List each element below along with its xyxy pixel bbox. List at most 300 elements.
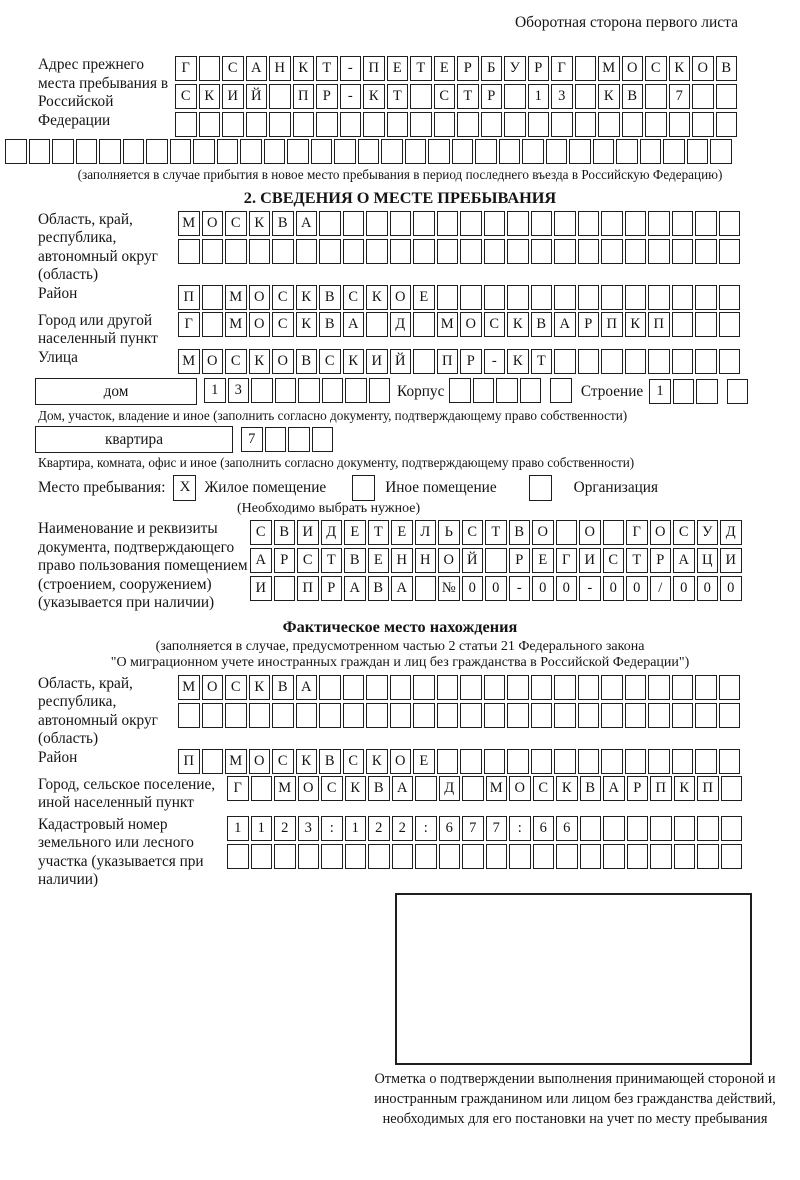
char-cell[interactable] [522, 139, 544, 164]
char-cell[interactable] [719, 675, 741, 700]
char-cell[interactable] [123, 139, 145, 164]
char-cell[interactable]: П [178, 749, 200, 774]
char-cell[interactable] [697, 816, 719, 841]
char-cell[interactable] [484, 703, 506, 728]
char-cell[interactable] [316, 112, 338, 137]
char-cell[interactable] [319, 211, 341, 236]
char-cell[interactable] [462, 844, 484, 869]
char-cell[interactable]: 1 [204, 378, 226, 403]
char-cell[interactable]: : [321, 816, 343, 841]
char-cell[interactable] [363, 112, 385, 137]
char-cell[interactable]: 0 [720, 576, 742, 601]
char-cell[interactable] [434, 112, 456, 137]
char-cell[interactable] [225, 239, 247, 264]
char-cell[interactable] [178, 239, 200, 264]
char-cell[interactable] [625, 285, 647, 310]
char-cell[interactable] [311, 139, 333, 164]
char-cell[interactable] [531, 285, 553, 310]
char-cell[interactable]: - [340, 56, 362, 81]
char-cell[interactable]: П [178, 285, 200, 310]
char-cell[interactable] [578, 349, 600, 374]
char-cell[interactable] [695, 211, 717, 236]
char-cell[interactable] [578, 285, 600, 310]
char-cell[interactable]: Р [481, 84, 503, 109]
char-cell[interactable] [146, 139, 168, 164]
char-cell[interactable] [625, 703, 647, 728]
char-cell[interactable]: О [438, 548, 460, 573]
char-cell[interactable]: 2 [274, 816, 296, 841]
char-cell[interactable]: А [296, 211, 318, 236]
char-cell[interactable]: 3 [551, 84, 573, 109]
char-cell[interactable]: М [486, 776, 508, 801]
char-cell[interactable] [533, 844, 555, 869]
char-cell[interactable]: Е [434, 56, 456, 81]
char-cell[interactable] [462, 776, 484, 801]
char-cell[interactable]: - [484, 349, 506, 374]
char-cell[interactable]: : [509, 816, 531, 841]
char-cell[interactable]: А [344, 576, 366, 601]
char-cell[interactable]: № [438, 576, 460, 601]
char-cell[interactable] [507, 703, 529, 728]
char-cell[interactable]: К [249, 349, 271, 374]
char-cell[interactable] [405, 139, 427, 164]
char-cell[interactable]: В [716, 56, 738, 81]
char-cell[interactable]: А [554, 312, 576, 337]
char-cell[interactable]: И [250, 576, 272, 601]
char-cell[interactable]: 6 [556, 816, 578, 841]
char-cell[interactable] [569, 139, 591, 164]
char-cell[interactable] [460, 703, 482, 728]
char-cell[interactable]: Д [720, 520, 742, 545]
char-cell[interactable]: Т [626, 548, 648, 573]
char-cell[interactable] [460, 285, 482, 310]
char-cell[interactable] [193, 139, 215, 164]
char-cell[interactable] [298, 844, 320, 869]
char-cell[interactable] [437, 239, 459, 264]
char-cell[interactable] [428, 139, 450, 164]
char-cell[interactable]: Й [246, 84, 268, 109]
char-cell[interactable]: С [225, 211, 247, 236]
char-cell[interactable]: М [178, 675, 200, 700]
char-cell[interactable]: О [509, 776, 531, 801]
char-cell[interactable] [293, 112, 315, 137]
char-cell[interactable]: Б [481, 56, 503, 81]
char-cell[interactable] [499, 139, 521, 164]
char-cell[interactable] [554, 285, 576, 310]
char-cell[interactable]: Г [551, 56, 573, 81]
char-cell[interactable] [296, 703, 318, 728]
char-cell[interactable] [673, 379, 695, 404]
char-cell[interactable]: 6 [439, 816, 461, 841]
char-cell[interactable]: К [669, 56, 691, 81]
char-cell[interactable] [672, 703, 694, 728]
char-cell[interactable] [550, 378, 572, 403]
char-cell[interactable] [578, 703, 600, 728]
char-cell[interactable] [486, 844, 508, 869]
char-cell[interactable]: 1 [251, 816, 273, 841]
char-cell[interactable]: 2 [368, 816, 390, 841]
char-cell[interactable]: К [366, 749, 388, 774]
char-cell[interactable]: О [249, 312, 271, 337]
char-cell[interactable] [719, 703, 741, 728]
char-cell[interactable] [249, 239, 271, 264]
char-cell[interactable] [485, 548, 507, 573]
char-cell[interactable] [366, 703, 388, 728]
char-cell[interactable] [381, 139, 403, 164]
char-cell[interactable] [484, 211, 506, 236]
char-cell[interactable]: А [246, 56, 268, 81]
char-cell[interactable]: / [650, 576, 672, 601]
char-cell[interactable]: Р [316, 84, 338, 109]
char-cell[interactable] [578, 675, 600, 700]
char-cell[interactable]: А [250, 548, 272, 573]
char-cell[interactable] [507, 749, 529, 774]
char-cell[interactable] [721, 816, 743, 841]
char-cell[interactable] [199, 56, 221, 81]
char-cell[interactable]: О [202, 349, 224, 374]
char-cell[interactable] [603, 520, 625, 545]
char-cell[interactable]: О [650, 520, 672, 545]
char-cell[interactable] [264, 139, 286, 164]
char-cell[interactable] [710, 139, 732, 164]
char-cell[interactable] [298, 378, 320, 403]
char-cell[interactable] [575, 84, 597, 109]
char-cell[interactable] [603, 844, 625, 869]
char-cell[interactable] [178, 703, 200, 728]
char-cell[interactable] [672, 349, 694, 374]
char-cell[interactable] [390, 703, 412, 728]
char-cell[interactable] [460, 211, 482, 236]
char-cell[interactable] [269, 112, 291, 137]
char-cell[interactable]: Й [390, 349, 412, 374]
char-cell[interactable] [202, 239, 224, 264]
stay-type-checkbox-other[interactable] [352, 475, 375, 501]
char-cell[interactable] [269, 84, 291, 109]
char-cell[interactable] [696, 379, 718, 404]
char-cell[interactable]: П [437, 349, 459, 374]
char-cell[interactable] [437, 749, 459, 774]
char-cell[interactable]: А [673, 548, 695, 573]
char-cell[interactable]: П [363, 56, 385, 81]
char-cell[interactable]: Л [415, 520, 437, 545]
char-cell[interactable] [251, 378, 273, 403]
char-cell[interactable]: К [625, 312, 647, 337]
char-cell[interactable]: О [249, 749, 271, 774]
char-cell[interactable]: Г [175, 56, 197, 81]
char-cell[interactable] [645, 84, 667, 109]
char-cell[interactable]: О [272, 349, 294, 374]
char-cell[interactable]: К [366, 285, 388, 310]
char-cell[interactable]: К [296, 285, 318, 310]
char-cell[interactable]: 6 [533, 816, 555, 841]
char-cell[interactable] [578, 749, 600, 774]
char-cell[interactable] [413, 312, 435, 337]
char-cell[interactable] [322, 378, 344, 403]
char-cell[interactable] [719, 749, 741, 774]
stay-type-checkbox-organization[interactable] [529, 475, 552, 501]
char-cell[interactable] [319, 675, 341, 700]
char-cell[interactable]: Р [457, 56, 479, 81]
char-cell[interactable]: С [321, 776, 343, 801]
char-cell[interactable]: А [391, 576, 413, 601]
char-cell[interactable] [625, 675, 647, 700]
char-cell[interactable]: 3 [298, 816, 320, 841]
char-cell[interactable]: Н [391, 548, 413, 573]
char-cell[interactable]: Е [532, 548, 554, 573]
char-cell[interactable] [227, 844, 249, 869]
char-cell[interactable]: О [249, 285, 271, 310]
char-cell[interactable]: Е [387, 56, 409, 81]
char-cell[interactable]: С [225, 349, 247, 374]
char-cell[interactable] [716, 84, 738, 109]
char-cell[interactable] [531, 239, 553, 264]
char-cell[interactable]: К [598, 84, 620, 109]
char-cell[interactable]: М [178, 349, 200, 374]
char-cell[interactable] [437, 703, 459, 728]
char-cell[interactable]: К [674, 776, 696, 801]
char-cell[interactable] [319, 239, 341, 264]
char-cell[interactable] [580, 844, 602, 869]
char-cell[interactable] [413, 211, 435, 236]
char-cell[interactable] [437, 675, 459, 700]
char-cell[interactable] [484, 749, 506, 774]
char-cell[interactable]: Г [556, 548, 578, 573]
char-cell[interactable]: К [296, 312, 318, 337]
char-cell[interactable]: Е [413, 749, 435, 774]
char-cell[interactable] [719, 211, 741, 236]
char-cell[interactable] [648, 349, 670, 374]
char-cell[interactable]: 7 [241, 427, 263, 452]
char-cell[interactable] [625, 239, 647, 264]
char-cell[interactable] [672, 675, 694, 700]
char-cell[interactable]: 7 [669, 84, 691, 109]
char-cell[interactable]: С [603, 548, 625, 573]
char-cell[interactable] [674, 844, 696, 869]
char-cell[interactable]: О [532, 520, 554, 545]
char-cell[interactable]: И [222, 84, 244, 109]
char-cell[interactable]: К [199, 84, 221, 109]
char-cell[interactable]: 1 [227, 816, 249, 841]
char-cell[interactable]: К [556, 776, 578, 801]
char-cell[interactable]: В [272, 675, 294, 700]
char-cell[interactable] [554, 749, 576, 774]
char-cell[interactable]: В [368, 776, 390, 801]
char-cell[interactable]: О [692, 56, 714, 81]
char-cell[interactable] [343, 675, 365, 700]
char-cell[interactable] [410, 112, 432, 137]
char-cell[interactable]: С [434, 84, 456, 109]
char-cell[interactable] [312, 427, 334, 452]
char-cell[interactable] [274, 576, 296, 601]
char-cell[interactable] [531, 675, 553, 700]
char-cell[interactable] [390, 675, 412, 700]
char-cell[interactable]: Е [413, 285, 435, 310]
char-cell[interactable] [520, 378, 542, 403]
char-cell[interactable]: 0 [532, 576, 554, 601]
char-cell[interactable] [551, 112, 573, 137]
char-cell[interactable] [719, 239, 741, 264]
char-cell[interactable] [719, 349, 741, 374]
char-cell[interactable]: Т [410, 56, 432, 81]
char-cell[interactable] [272, 703, 294, 728]
char-cell[interactable]: Ц [697, 548, 719, 573]
char-cell[interactable]: С [484, 312, 506, 337]
char-cell[interactable]: 0 [462, 576, 484, 601]
char-cell[interactable]: Р [460, 349, 482, 374]
char-cell[interactable] [76, 139, 98, 164]
stay-type-checkbox-residential[interactable]: X [173, 475, 196, 501]
char-cell[interactable]: П [648, 312, 670, 337]
char-cell[interactable]: Т [457, 84, 479, 109]
char-cell[interactable] [695, 675, 717, 700]
char-cell[interactable] [202, 703, 224, 728]
char-cell[interactable]: П [650, 776, 672, 801]
char-cell[interactable]: Т [387, 84, 409, 109]
char-cell[interactable]: 0 [485, 576, 507, 601]
char-cell[interactable] [507, 239, 529, 264]
char-cell[interactable] [556, 520, 578, 545]
char-cell[interactable] [410, 84, 432, 109]
char-cell[interactable]: О [390, 749, 412, 774]
char-cell[interactable] [251, 776, 273, 801]
char-cell[interactable]: 0 [603, 576, 625, 601]
char-cell[interactable] [575, 56, 597, 81]
char-cell[interactable] [345, 378, 367, 403]
char-cell[interactable] [439, 844, 461, 869]
char-cell[interactable] [645, 112, 667, 137]
char-cell[interactable] [481, 112, 503, 137]
char-cell[interactable] [669, 112, 691, 137]
char-cell[interactable] [343, 703, 365, 728]
char-cell[interactable]: С [343, 285, 365, 310]
char-cell[interactable] [452, 139, 474, 164]
char-cell[interactable] [692, 112, 714, 137]
char-cell[interactable]: А [296, 675, 318, 700]
char-cell[interactable] [554, 703, 576, 728]
char-cell[interactable] [554, 675, 576, 700]
char-cell[interactable] [554, 349, 576, 374]
char-cell[interactable]: В [319, 285, 341, 310]
char-cell[interactable] [695, 349, 717, 374]
char-cell[interactable] [648, 675, 670, 700]
char-cell[interactable]: 0 [626, 576, 648, 601]
char-cell[interactable]: О [202, 675, 224, 700]
char-cell[interactable] [601, 675, 623, 700]
char-cell[interactable] [593, 139, 615, 164]
char-cell[interactable] [199, 112, 221, 137]
char-cell[interactable] [663, 139, 685, 164]
char-cell[interactable] [473, 378, 495, 403]
char-cell[interactable] [368, 844, 390, 869]
char-cell[interactable]: Т [531, 349, 553, 374]
char-cell[interactable] [287, 139, 309, 164]
char-cell[interactable] [387, 112, 409, 137]
char-cell[interactable] [321, 844, 343, 869]
char-cell[interactable]: К [249, 675, 271, 700]
char-cell[interactable]: Н [415, 548, 437, 573]
char-cell[interactable] [531, 211, 553, 236]
char-cell[interactable] [296, 239, 318, 264]
char-cell[interactable] [556, 844, 578, 869]
char-cell[interactable] [719, 312, 741, 337]
char-cell[interactable]: С [225, 675, 247, 700]
char-cell[interactable]: П [601, 312, 623, 337]
char-cell[interactable] [457, 112, 479, 137]
char-cell[interactable] [275, 378, 297, 403]
char-cell[interactable] [413, 239, 435, 264]
char-cell[interactable]: В [368, 576, 390, 601]
char-cell[interactable] [369, 378, 391, 403]
char-cell[interactable]: К [363, 84, 385, 109]
char-cell[interactable]: К [345, 776, 367, 801]
char-cell[interactable] [240, 139, 262, 164]
char-cell[interactable] [5, 139, 27, 164]
char-cell[interactable]: Т [321, 548, 343, 573]
char-cell[interactable]: П [297, 576, 319, 601]
char-cell[interactable] [390, 239, 412, 264]
char-cell[interactable]: М [437, 312, 459, 337]
char-cell[interactable]: С [462, 520, 484, 545]
char-cell[interactable]: С [272, 312, 294, 337]
char-cell[interactable]: В [531, 312, 553, 337]
char-cell[interactable] [507, 675, 529, 700]
char-cell[interactable]: - [340, 84, 362, 109]
char-cell[interactable]: Н [269, 56, 291, 81]
char-cell[interactable] [319, 703, 341, 728]
char-cell[interactable]: У [504, 56, 526, 81]
char-cell[interactable] [672, 312, 694, 337]
char-cell[interactable] [415, 844, 437, 869]
char-cell[interactable]: К [296, 749, 318, 774]
char-cell[interactable]: О [460, 312, 482, 337]
char-cell[interactable]: К [343, 349, 365, 374]
char-cell[interactable]: В [509, 520, 531, 545]
char-cell[interactable]: 1 [528, 84, 550, 109]
char-cell[interactable]: М [178, 211, 200, 236]
char-cell[interactable] [507, 285, 529, 310]
char-cell[interactable] [415, 576, 437, 601]
char-cell[interactable]: С [533, 776, 555, 801]
char-cell[interactable]: К [293, 56, 315, 81]
char-cell[interactable] [531, 703, 553, 728]
char-cell[interactable]: 3 [228, 378, 250, 403]
char-cell[interactable]: К [249, 211, 271, 236]
char-cell[interactable] [674, 816, 696, 841]
char-cell[interactable] [366, 211, 388, 236]
char-cell[interactable]: Й [462, 548, 484, 573]
char-cell[interactable] [202, 749, 224, 774]
char-cell[interactable]: Д [390, 312, 412, 337]
char-cell[interactable] [251, 844, 273, 869]
char-cell[interactable] [343, 211, 365, 236]
char-cell[interactable] [575, 112, 597, 137]
char-cell[interactable]: 7 [486, 816, 508, 841]
char-cell[interactable]: И [297, 520, 319, 545]
char-cell[interactable] [601, 349, 623, 374]
char-cell[interactable]: А [603, 776, 625, 801]
char-cell[interactable]: П [293, 84, 315, 109]
char-cell[interactable]: И [720, 548, 742, 573]
char-cell[interactable]: О [579, 520, 601, 545]
char-cell[interactable] [272, 239, 294, 264]
char-cell[interactable]: Р [528, 56, 550, 81]
char-cell[interactable]: Р [509, 548, 531, 573]
char-cell[interactable] [496, 378, 518, 403]
char-cell[interactable] [274, 844, 296, 869]
char-cell[interactable] [601, 703, 623, 728]
char-cell[interactable]: Р [321, 576, 343, 601]
char-cell[interactable] [695, 312, 717, 337]
